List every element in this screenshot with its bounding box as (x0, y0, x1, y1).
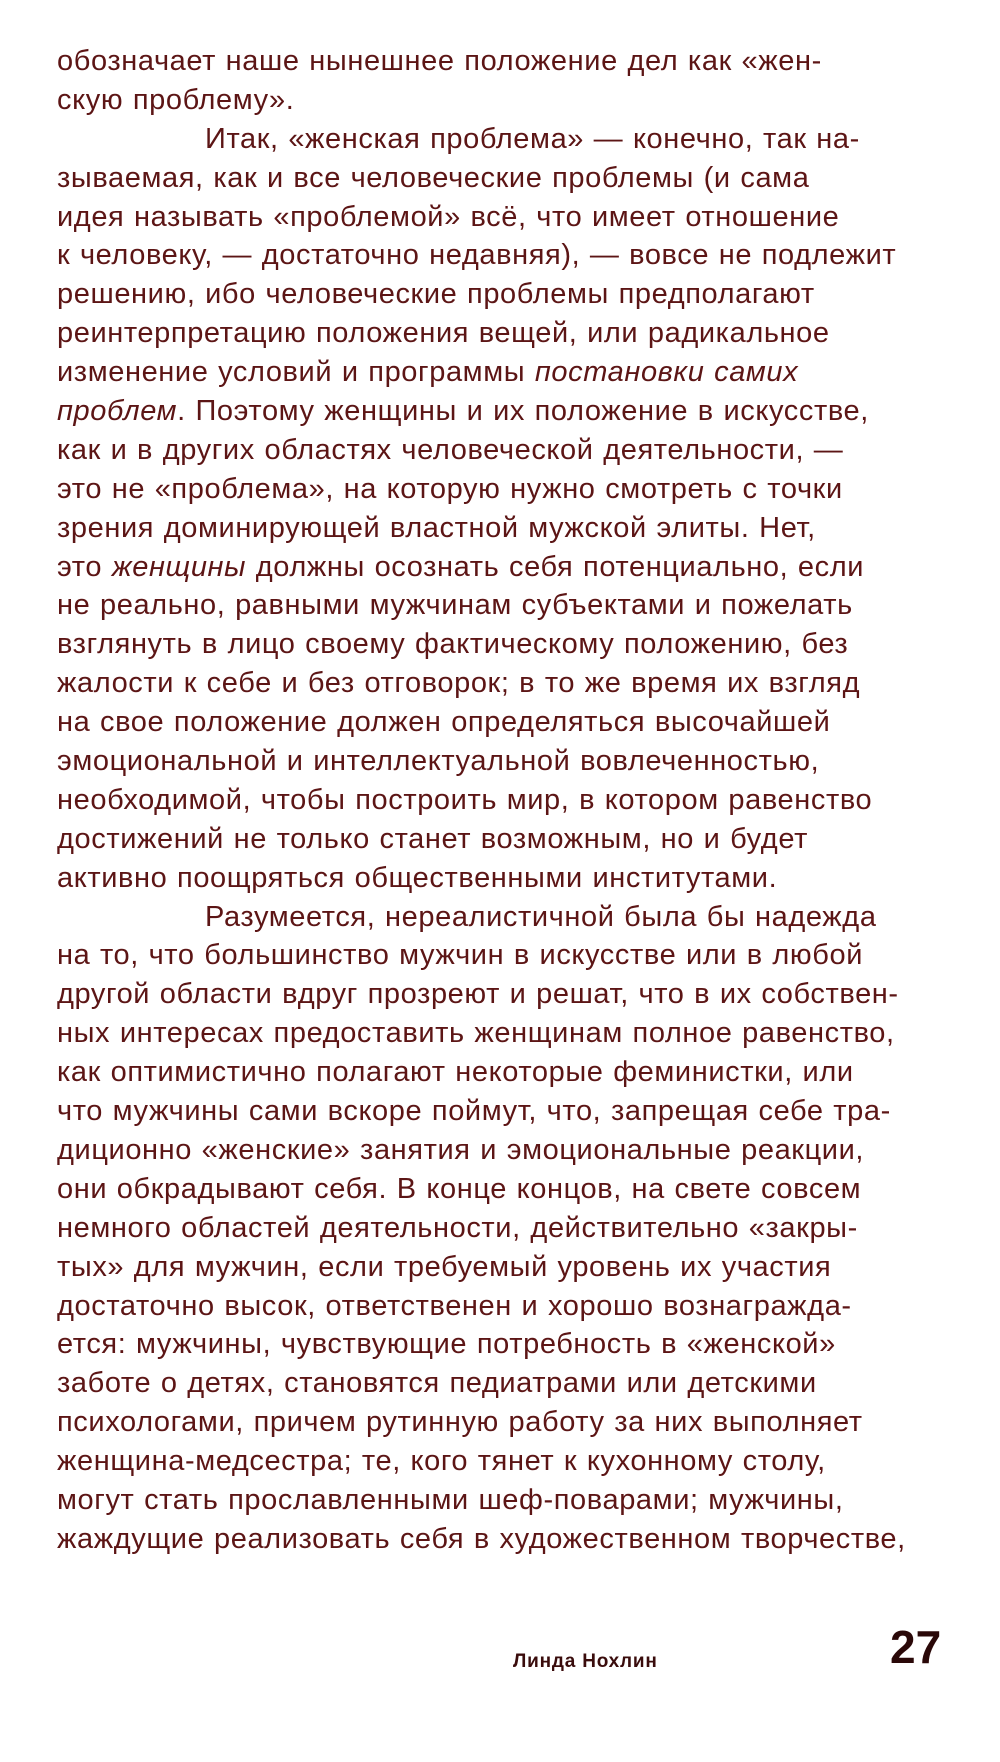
text-run: как и в других областях человеческой деятельности, — (57, 433, 844, 466)
page-number: 27 (890, 1621, 942, 1673)
text-run: идея называть «проблемой» всё, что имеет отношение (57, 200, 840, 233)
text-line (57, 742, 947, 781)
text-run: они обкрадывают себя. В конце концов, на свете совсем (57, 1172, 862, 1205)
text-run: должны осознать себя потенциально, если (246, 550, 865, 583)
text-line (57, 820, 947, 859)
text-run: зываемая, как и все человеческие проблемы (и сама (57, 161, 810, 194)
text-line (57, 1209, 947, 1248)
italic-text: проблем (57, 395, 178, 428)
text-line (57, 1520, 947, 1559)
text-line (57, 198, 947, 237)
text-run: эмоциональной и интеллектуальной вовлеченностью, (57, 745, 820, 778)
text-run: немного областей деятельности, действительно «закры- (57, 1211, 858, 1244)
text-run: реинтерпретацию положения вещей, или радикальное (57, 317, 830, 350)
text-line (57, 314, 947, 353)
text-line (57, 42, 947, 81)
text-line (57, 1014, 947, 1053)
text-line (57, 1442, 947, 1481)
running-footer-author: Линда Нохлин (513, 1651, 658, 1672)
text-run: ется: мужчины, чувствующие потребность в «женской» (57, 1328, 836, 1361)
text-run: это (57, 550, 112, 583)
text-line (57, 625, 947, 664)
text-run: Итак, «женская проблема» — конечно, так на- (205, 122, 860, 155)
text-run: диционно «женские» занятия и эмоциональные реакции, (57, 1133, 865, 1166)
text-run: заботе о детях, становятся педиатрами или детскими (57, 1367, 817, 1400)
text-run: могут стать прославленными шеф-поварами; мужчины, (57, 1483, 844, 1516)
text-line (57, 548, 947, 587)
text-run: достаточно высок, ответственен и хорошо вознагражда- (57, 1289, 852, 1322)
text-run: на свое положение должен определяться высочайшей (57, 706, 831, 739)
text-line (57, 1364, 947, 1403)
text-line (57, 936, 947, 975)
text-line (57, 1325, 947, 1364)
text-run: что мужчины сами вскоре поймут, что, запрещая себе тра- (57, 1095, 891, 1128)
text-run: изменение условий и программы (57, 356, 535, 389)
text-run: . Поэтому женщины и их положение в искусстве, (177, 395, 869, 428)
text-line (57, 275, 947, 314)
text-run: женщина-медсестра; те, кого тянет к кухонному столу, (57, 1445, 826, 1478)
italic-text: женщины (111, 550, 247, 583)
text-run: другой области вдруг прозреют и решат, что в их собствен- (57, 978, 899, 1011)
text-run: активно поощряться общественными институтами. (57, 861, 778, 894)
text-line (57, 81, 947, 120)
text-run: необходимой, чтобы построить мир, в котором равенство (57, 783, 873, 816)
text-line (57, 781, 947, 820)
text-line (57, 159, 947, 198)
text-line (57, 1131, 947, 1170)
text-run: к человеку, — достаточно недавняя), — вовсе не подлежит (57, 239, 897, 272)
text-run: как оптимистично полагают некоторые феминистки, или (57, 1056, 854, 1089)
text-run: тых» для мужчин, если требуемый уровень их участия (57, 1250, 832, 1283)
italic-text: постановки самих (534, 356, 799, 389)
text-line (57, 664, 947, 703)
text-line (57, 431, 947, 470)
text-line (57, 859, 947, 898)
text-run: скую проблему». (57, 83, 295, 116)
text-line (57, 1248, 947, 1287)
text-line (57, 120, 947, 159)
text-run: достижений не только станет возможным, но и будет (57, 822, 808, 855)
text-line (57, 1287, 947, 1326)
text-line (57, 1403, 947, 1442)
text-run: взглянуть в лицо своему фактическому положению, без (57, 628, 849, 661)
body-text (57, 42, 947, 1559)
text-run: Разумеется, нереалистичной была бы надежда (205, 900, 877, 933)
text-line (57, 1481, 947, 1520)
text-run: жаждущие реализовать себя в художественном творчестве, (57, 1522, 906, 1555)
text-line (57, 1170, 947, 1209)
text-run: не реально, равными мужчинам субъектами и пожелать (57, 589, 853, 622)
text-run: это не «проблема», на которую нужно смотреть с точки (57, 472, 843, 505)
text-line (57, 898, 947, 937)
text-run: ных интересах предоставить женщинам полное равенство, (57, 1017, 895, 1050)
text-run: зрения доминирующей властной мужской элиты. Нет, (57, 511, 816, 544)
text-line (57, 586, 947, 625)
text-line (57, 975, 947, 1014)
text-line (57, 236, 947, 275)
text-line (57, 509, 947, 548)
text-run: решению, ибо человеческие проблемы предполагают (57, 278, 815, 311)
text-line (57, 353, 947, 392)
text-line (57, 1092, 947, 1131)
text-line (57, 703, 947, 742)
text-run: обозначает наше нынешнее положение дел как «жен- (57, 45, 822, 77)
text-run: психологами, причем рутинную работу за них выполняет (57, 1406, 863, 1439)
text-line (57, 392, 947, 431)
text-line (57, 470, 947, 509)
text-run: на то, что большинство мужчин в искусстве или в любой (57, 939, 864, 972)
text-line (57, 1053, 947, 1092)
text-run: жалости к себе и без отговорок; в то же время их взгляд (57, 667, 861, 700)
